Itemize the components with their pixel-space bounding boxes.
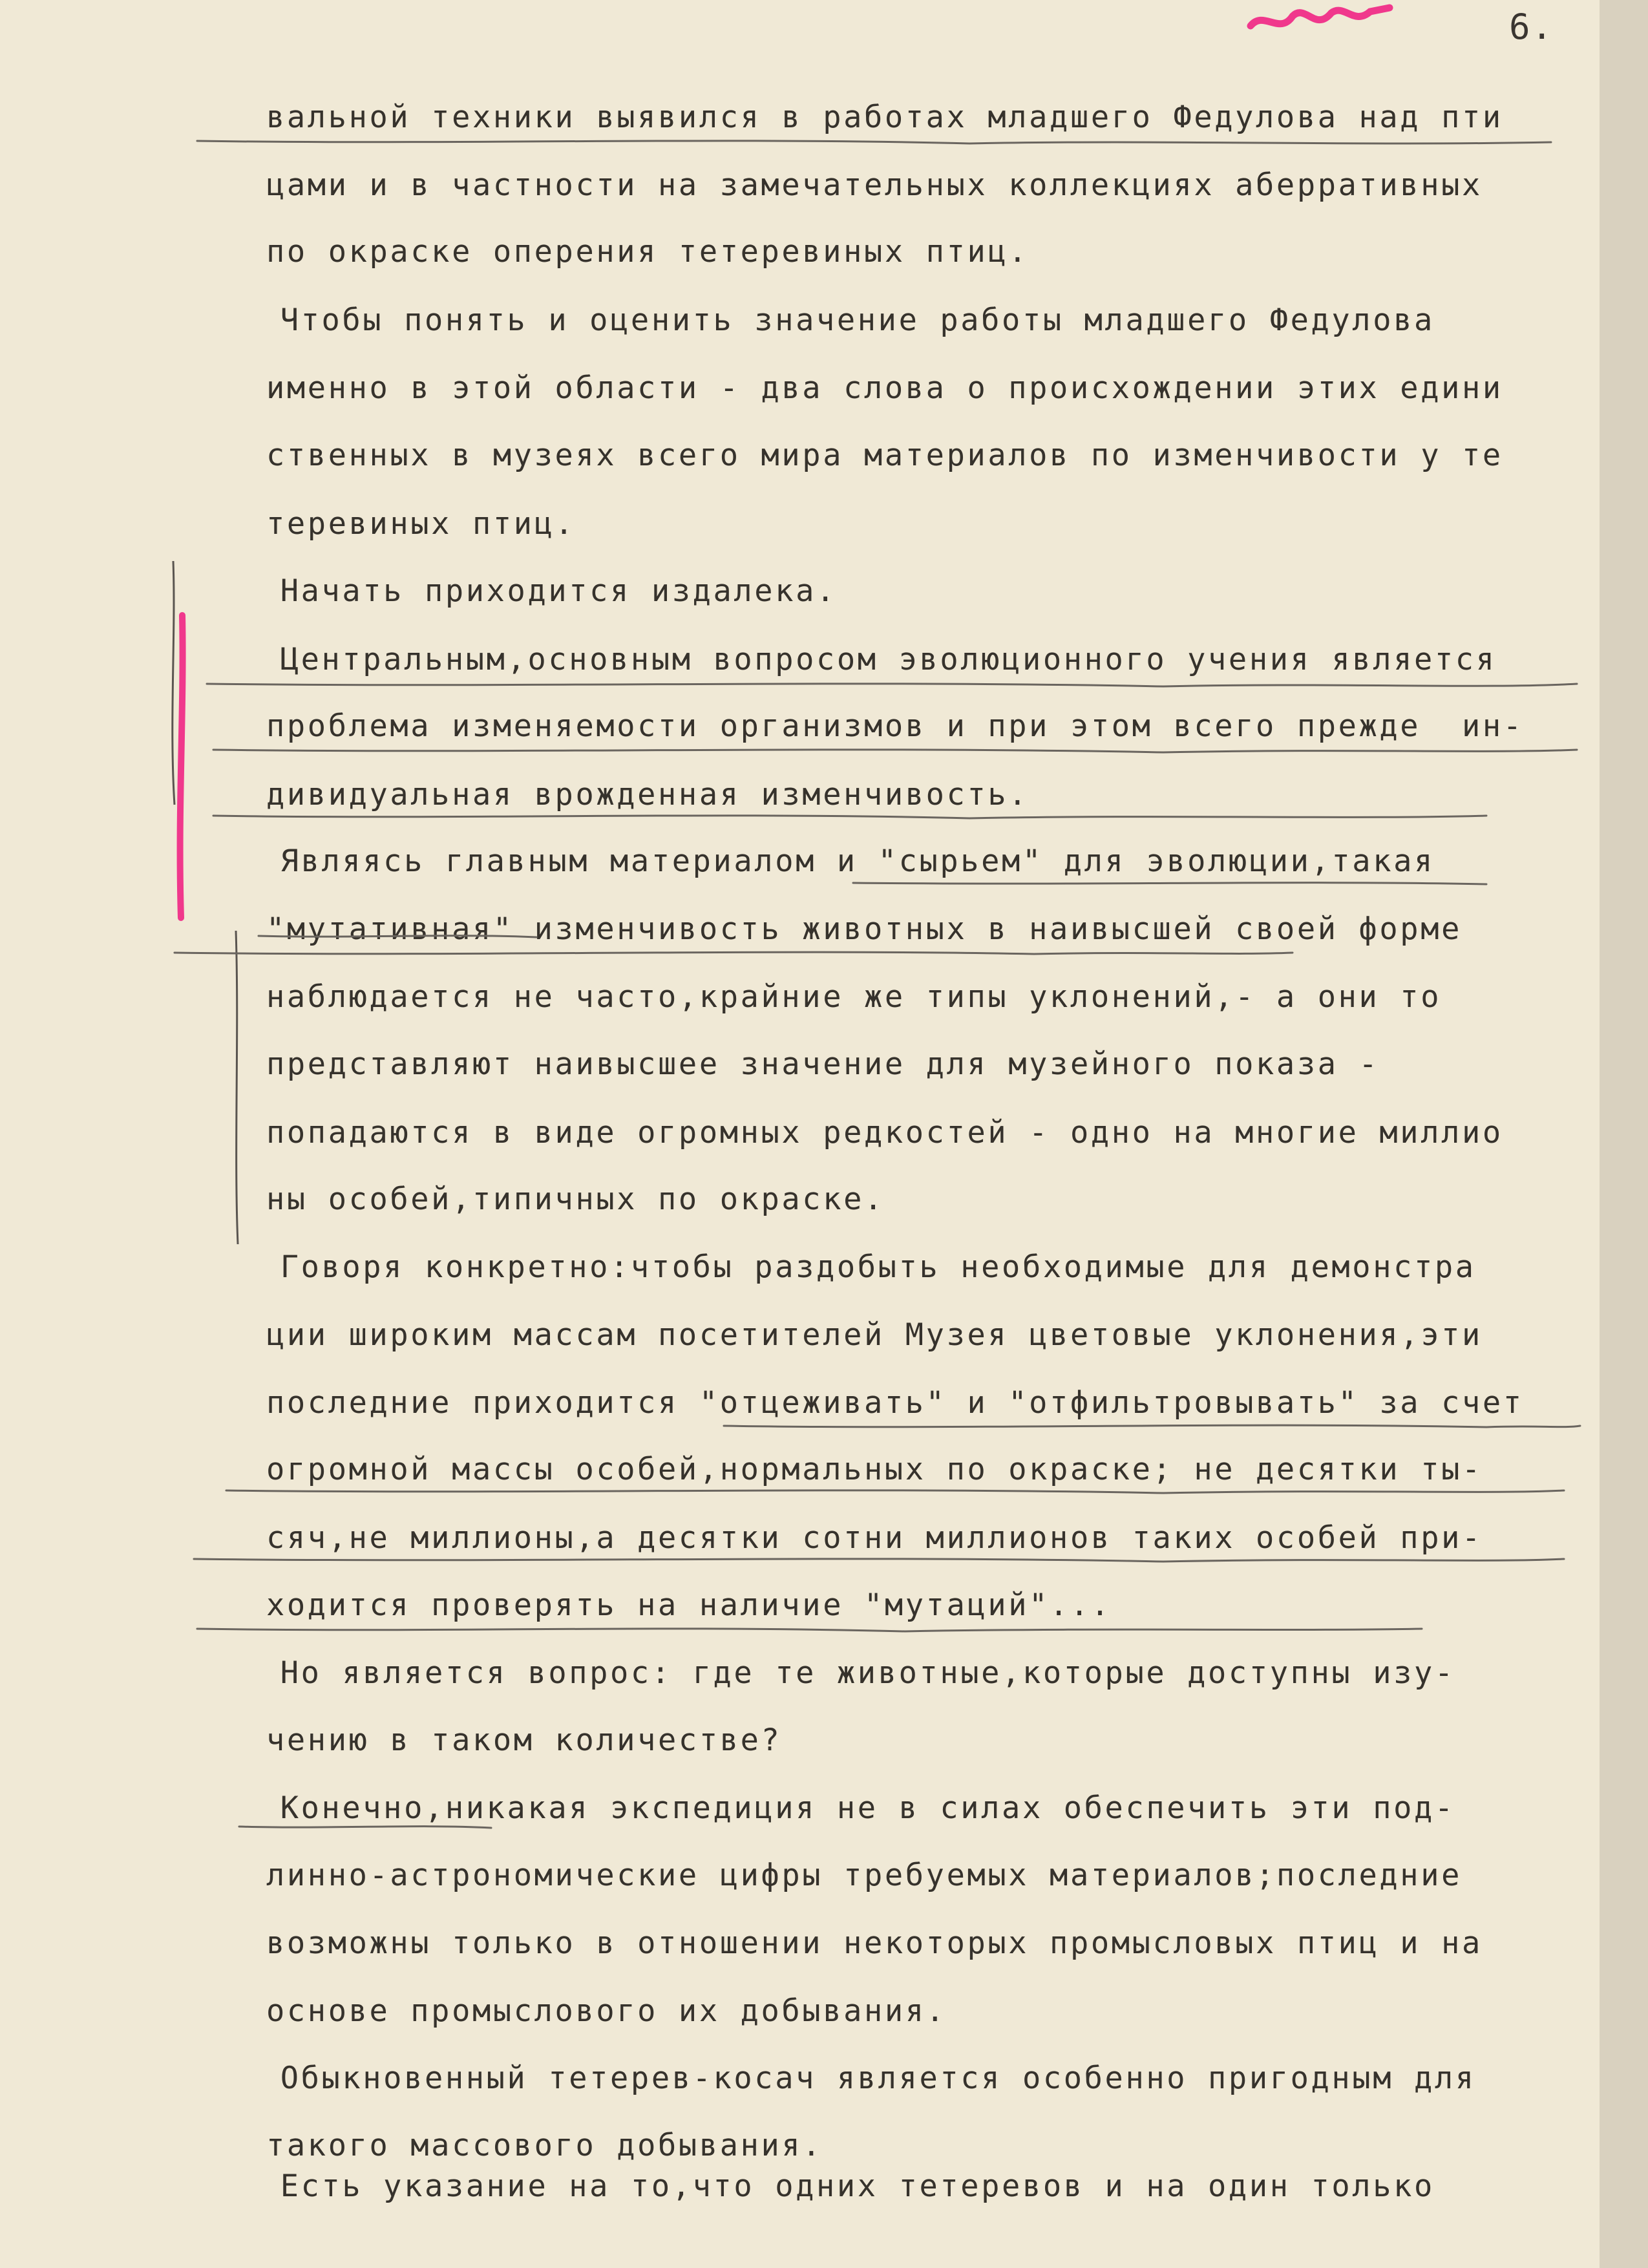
text-line: возможны только в отношении некоторых промысловых птиц и на	[266, 1925, 1483, 1961]
text-line: ходится проверять на наличие "мутаций"...	[266, 1587, 1112, 1623]
text-line: ственных в музеях всего мира материалов по изменчивости у те	[266, 438, 1503, 473]
text-line: последние приходится "отцеживать" и "отфильтровывать" за счет	[266, 1385, 1524, 1421]
text-line: Начать приходится издалека.	[218, 573, 837, 609]
text-line: Конечно,никакая экспедиция не в силах обеспечить эти под-	[218, 1790, 1455, 1826]
text-line: огромной массы особей,нормальных по окраске; не десятки ты-	[266, 1452, 1483, 1487]
text-line: проблема изменяемости организмов и при этом всего прежде ин-	[266, 708, 1524, 744]
text-line: по окраске оперения тетеревиных птиц.	[266, 234, 1030, 270]
text-line: Говоря конкретно:чтобы раздобыть необходимые для демонстра	[218, 1249, 1476, 1285]
text-line: представляют наивысшее значение для музейного показа -	[266, 1046, 1380, 1082]
text-line: дивидуальная врожденная изменчивость.	[266, 777, 1030, 812]
text-line: Центральным,основным вопросом эволюционного учения является	[218, 642, 1497, 677]
text-line: Но является вопрос: где те животные,которые доступны изу-	[218, 1655, 1455, 1691]
pink-ink-scribble	[1244, 0, 1406, 45]
text-line: сяч,не миллионы,а десятки сотни миллионов таких особей при-	[266, 1520, 1483, 1556]
text-line: именно в этой области - два слова о происхождении этих едини	[266, 370, 1503, 406]
text-line: "мутативная" изменчивость животных в наивысшей своей форме	[266, 911, 1462, 947]
text-line: ны особей,типичных по окраске.	[266, 1182, 885, 1217]
text-line: чению в таком количестве?	[266, 1722, 782, 1758]
text-line: Есть указание на то,что одних тетеревов и на один только	[218, 2168, 1435, 2204]
text-line: цами и в частности на замечательных коллекциях аберративных	[266, 167, 1483, 203]
page-number: 6.	[1509, 6, 1554, 47]
text-line: ции широким массам посетителей Музея цветовые уклонения,эти	[266, 1317, 1483, 1353]
text-line: основе промыслового их добывания.	[266, 1993, 947, 2029]
text-line: Обыкновенный тетерев-косач является особенно пригодным для	[218, 2061, 1476, 2096]
text-line: вальной техники выявился в работах младшего Федулова над пти	[266, 100, 1503, 135]
text-line: теревиных птиц.	[266, 506, 576, 542]
text-line: линно-астрономические цифры требуемых материалов;последние	[266, 1858, 1462, 1893]
text-line: попадаются в виде огромных редкостей - одно на многие миллио	[266, 1115, 1503, 1150]
text-line: Являясь главным материалом и "сырьем" для эволюции,такая	[218, 843, 1435, 879]
text-line: наблюдается не часто,крайние же типы уклонений,- а они то	[266, 979, 1442, 1015]
text-line: Чтобы понять и оценить значение работы младшего Федулова	[218, 302, 1435, 338]
text-line: такого массового добывания.	[266, 2128, 823, 2163]
scan-background	[1600, 0, 1648, 2268]
